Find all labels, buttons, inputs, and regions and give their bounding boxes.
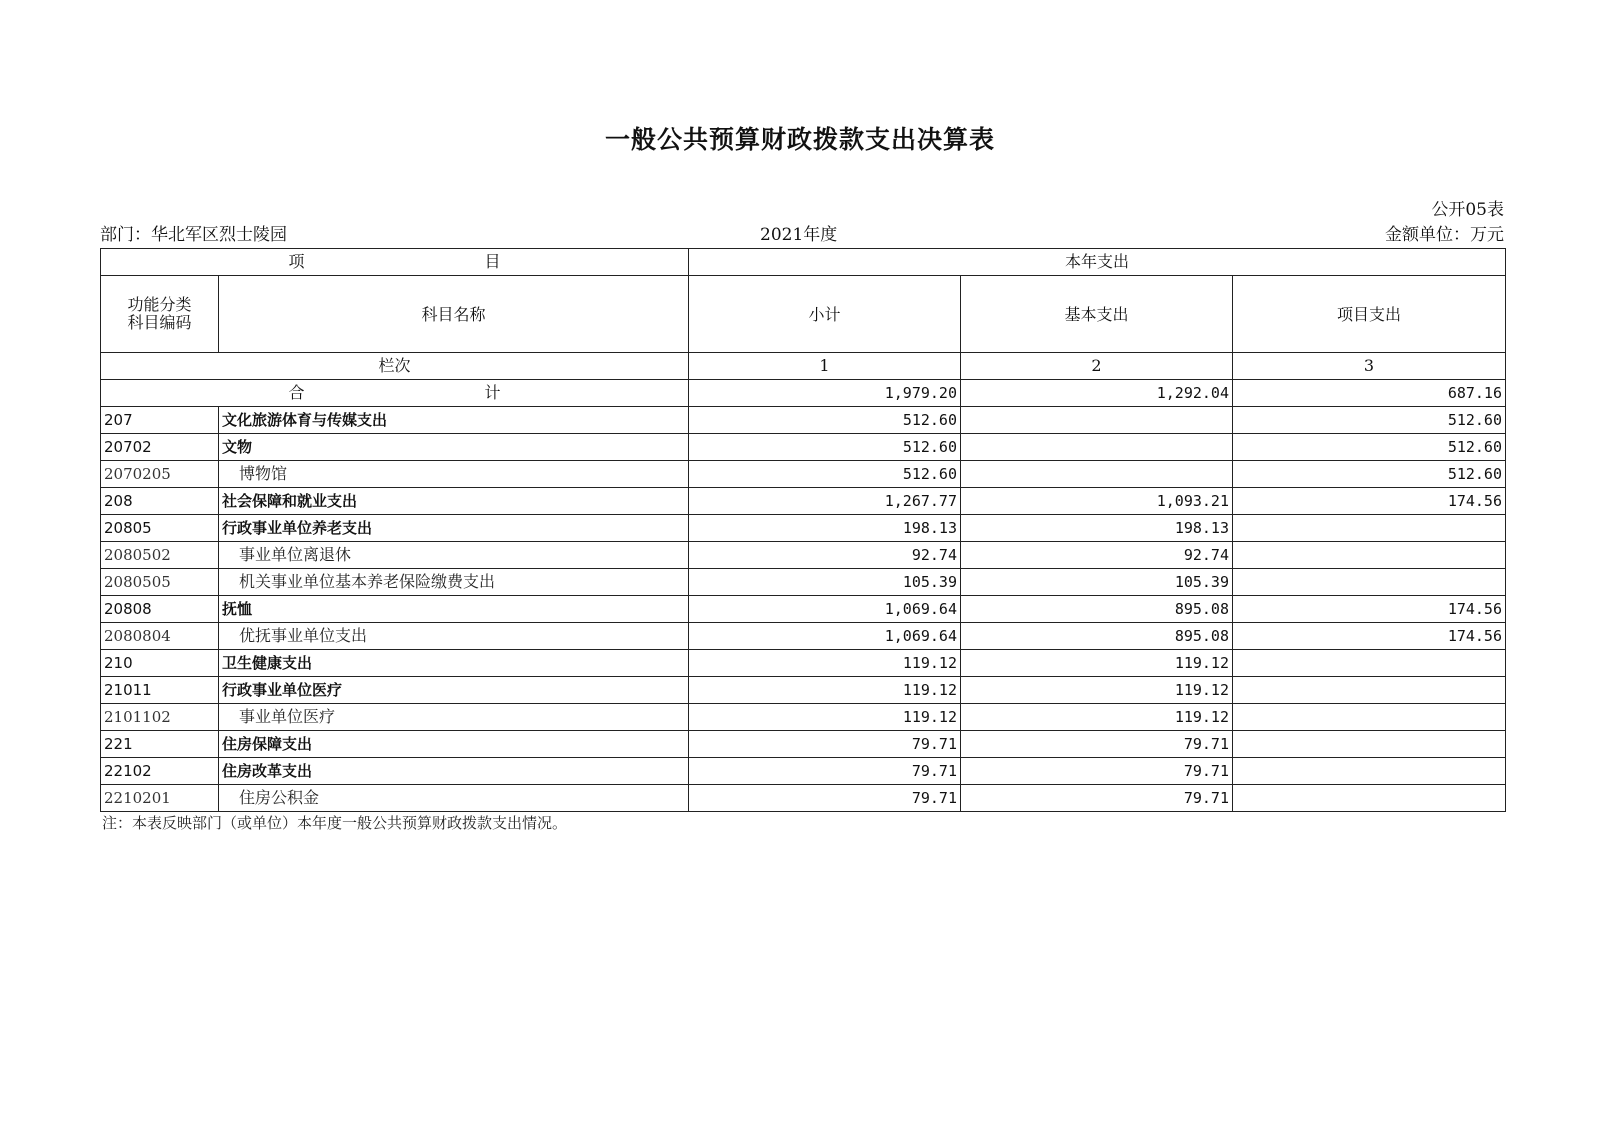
project-cell: [1233, 542, 1506, 569]
basic-cell: [961, 407, 1233, 434]
code-cell: 2210201: [101, 785, 219, 812]
subtotal-cell: 79.71: [689, 785, 961, 812]
header-row-2: [101, 276, 1506, 353]
subtotal-cell: 105.39: [689, 569, 961, 596]
code-cell: 20805: [101, 515, 219, 542]
table-row: [101, 758, 1506, 785]
code-cell: 221: [101, 731, 219, 758]
subtotal-cell: 119.12: [689, 650, 961, 677]
basic-cell: 105.39: [961, 569, 1233, 596]
subtotal-cell: 119.12: [689, 704, 961, 731]
subtotal-cell: 1,267.77: [689, 488, 961, 515]
table-row: [101, 623, 1506, 650]
table-row: [101, 596, 1506, 623]
table-row: [101, 515, 1506, 542]
table-row: [101, 650, 1506, 677]
name-cell: 抚恤: [219, 596, 689, 623]
header-code-line2: 科目编码: [127, 313, 192, 332]
name-cell: 博物馆: [219, 461, 689, 488]
basic-cell: 119.12: [961, 650, 1233, 677]
total-row: [101, 380, 1506, 407]
table-row: [101, 407, 1506, 434]
project-cell: 512.60: [1233, 434, 1506, 461]
code-cell: 210: [101, 650, 219, 677]
column-order-row: [101, 353, 1506, 380]
project-cell: [1233, 515, 1506, 542]
column-order-1: 1: [689, 353, 961, 380]
code-cell: 2080505: [101, 569, 219, 596]
project-cell: 174.56: [1233, 488, 1506, 515]
name-cell: 行政事业单位养老支出: [219, 515, 689, 542]
basic-cell: 79.71: [961, 731, 1233, 758]
name-cell: 事业单位离退休: [219, 542, 689, 569]
code-cell: 20702: [101, 434, 219, 461]
header-item-b: 目: [484, 252, 501, 271]
name-cell: 住房保障支出: [219, 731, 689, 758]
header-basic: 基本支出: [961, 276, 1233, 353]
subtotal-cell: 92.74: [689, 542, 961, 569]
name-cell: 优抚事业单位支出: [219, 623, 689, 650]
table-row: [101, 677, 1506, 704]
name-cell: 住房改革支出: [219, 758, 689, 785]
basic-cell: 895.08: [961, 596, 1233, 623]
project-cell: [1233, 569, 1506, 596]
total-label-b: 计: [484, 383, 501, 402]
header-current-year: 本年支出: [689, 249, 1506, 276]
code-cell: 20808: [101, 596, 219, 623]
header-name: 科目名称: [219, 276, 689, 353]
header-subtotal: 小计: [689, 276, 961, 353]
name-cell: 行政事业单位医疗: [219, 677, 689, 704]
total-basic: 1,292.04: [961, 380, 1233, 407]
name-cell: 文物: [219, 434, 689, 461]
code-cell: 22102: [101, 758, 219, 785]
basic-cell: 92.74: [961, 542, 1233, 569]
table-row: [101, 434, 1506, 461]
code-cell: 2070205: [101, 461, 219, 488]
project-cell: 174.56: [1233, 596, 1506, 623]
code-cell: 2080502: [101, 542, 219, 569]
subtotal-cell: 1,069.64: [689, 596, 961, 623]
subtotal-cell: 1,069.64: [689, 623, 961, 650]
basic-cell: 1,093.21: [961, 488, 1233, 515]
basic-cell: 119.12: [961, 677, 1233, 704]
project-cell: [1233, 731, 1506, 758]
header-code: [101, 276, 219, 353]
subtotal-cell: 119.12: [689, 677, 961, 704]
name-cell: 卫生健康支出: [219, 650, 689, 677]
footnote: 注：本表反映部门（或单位）本年度一般公共预算财政拨款支出情况。: [102, 814, 568, 832]
table-row: [101, 704, 1506, 731]
header-item-cell: [101, 249, 689, 276]
project-cell: 512.60: [1233, 461, 1506, 488]
code-cell: 2080804: [101, 623, 219, 650]
table-row: [101, 785, 1506, 812]
project-cell: 174.56: [1233, 623, 1506, 650]
page-title: 一般公共预算财政拨款支出决算表: [604, 125, 995, 154]
subtotal-cell: 512.60: [689, 407, 961, 434]
subtotal-cell: 198.13: [689, 515, 961, 542]
project-cell: [1233, 785, 1506, 812]
total-label-cell: [101, 380, 689, 407]
total-project: 687.16: [1233, 380, 1506, 407]
code-cell: 2101102: [101, 704, 219, 731]
subtotal-cell: 512.60: [689, 461, 961, 488]
basic-cell: 119.12: [961, 704, 1233, 731]
project-cell: [1233, 758, 1506, 785]
basic-cell: 895.08: [961, 623, 1233, 650]
table-row: [101, 542, 1506, 569]
table-row: [101, 569, 1506, 596]
table-row: [101, 488, 1506, 515]
code-cell: 208: [101, 488, 219, 515]
basic-cell: 198.13: [961, 515, 1233, 542]
table-row: [101, 461, 1506, 488]
basic-cell: 79.71: [961, 785, 1233, 812]
project-cell: [1233, 650, 1506, 677]
name-cell: 机关事业单位基本养老保险缴费支出: [219, 569, 689, 596]
column-order-3: 3: [1233, 353, 1506, 380]
department-label: 部门：华北军区烈士陵园: [100, 225, 287, 245]
table-row: [101, 731, 1506, 758]
basic-cell: 79.71: [961, 758, 1233, 785]
header-row-1: [101, 249, 1506, 276]
amount-unit-label: 金额单位：万元: [1385, 225, 1504, 245]
fiscal-year-label: 2021年度: [760, 225, 838, 245]
meta-row: [100, 220, 1504, 244]
name-cell: 事业单位医疗: [219, 704, 689, 731]
expenditure-table: [100, 248, 1506, 812]
total-label-a: 合: [288, 383, 305, 402]
project-cell: 512.60: [1233, 407, 1506, 434]
project-cell: [1233, 704, 1506, 731]
name-cell: 文化旅游体育与传媒支出: [219, 407, 689, 434]
name-cell: 住房公积金: [219, 785, 689, 812]
subtotal-cell: 512.60: [689, 434, 961, 461]
subtotal-cell: 79.71: [689, 758, 961, 785]
subtotal-cell: 79.71: [689, 731, 961, 758]
header-code-line1: 功能分类: [127, 295, 192, 314]
form-number: 公开05表: [1431, 200, 1504, 220]
code-cell: 207: [101, 407, 219, 434]
project-cell: [1233, 677, 1506, 704]
header-item-a: 项: [288, 252, 305, 271]
column-order-label: 栏次: [101, 353, 689, 380]
header-project: 项目支出: [1233, 276, 1506, 353]
total-subtotal: 1,979.20: [689, 380, 961, 407]
name-cell: 社会保障和就业支出: [219, 488, 689, 515]
column-order-2: 2: [961, 353, 1233, 380]
basic-cell: [961, 461, 1233, 488]
basic-cell: [961, 434, 1233, 461]
code-cell: 21011: [101, 677, 219, 704]
